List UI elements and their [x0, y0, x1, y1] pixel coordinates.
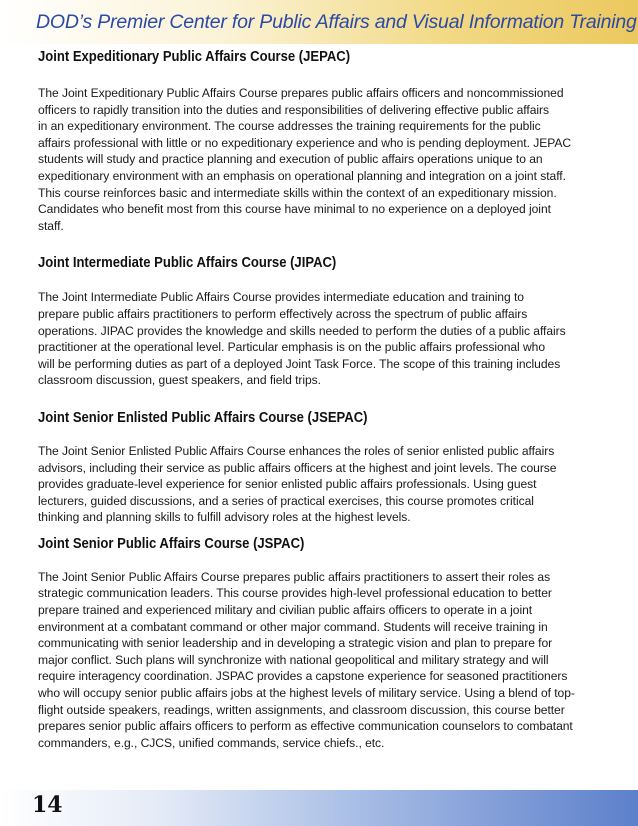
section-heading: Joint Expeditionary Public Affairs Course (JEPAC) — [38, 48, 351, 65]
section-heading: Joint Intermediate Public Affairs Course (JIPAC) — [38, 254, 337, 272]
section-heading: Joint Senior Enlisted Public Affairs Course (JSEPAC) — [38, 408, 368, 426]
document-content — [38, 47, 604, 751]
footer-banner — [0, 790, 638, 826]
section-body: The Joint Senior Public Affairs Course prepares public affairs practitioners to assert their roles as strategic communication leaders. This course provides high-level professional education to better prepare trained and experienced military and civilian public affairs officers to operate in a joint environment at a combatant command or other major command. Students will receive training in communicating with senior leadership and in developing a strategic vision and plan to prepare for major conflict. Such plans will synchronize with national geopolitical and military strategy and will require interagency coordination. JSPAC provides a capstone experience for seasoned practitioners who will occupy senior public affairs jobs at the highest levels of military service. Using a blend of top- flight outside speakers, readings, written assignments, and classroom discussion, this course better prepares senior public affairs officers to perform as effective communication counselors to combatant commanders, e.g., CJCS, unified commands, service chiefs., etc. — [38, 569, 575, 750]
page-header-title: DOD’s Premier Center for Public Affairs and Visual Information Training — [36, 11, 637, 33]
section-heading: Joint Senior Public Affairs Course (JSPAC) — [38, 534, 305, 552]
section-body: The Joint Intermediate Public Affairs Course provides intermediate education and training to prepare public affairs practitioners to perform effectively across the spectrum of public affairs operations. JIPAC provides the knowledge and skills needed to perform the duties of a public affairs practitioner at the operational level. Particular emphasis is on the public affairs professional who will be performing duties as part of a deployed Joint Task Force. The scope of this training includes classroom discussion, guest speakers, and field trips. — [38, 290, 566, 388]
course-section-jsepac — [38, 408, 604, 526]
header-banner — [0, 0, 638, 44]
course-section-jspac — [38, 534, 604, 752]
course-section-jepac — [38, 47, 604, 234]
section-body: The Joint Expeditionary Public Affairs Course prepares public affairs officers and noncommissioned officers to rapidly transition into the duties and responsibilities of delivering effective public affairs in an expeditionary environment. The course addresses the training requirements for the public affairs professional with little or no expeditionary experience and who is pending deployment. JEPAC students will study and practice planning and execution of public affairs operations unique to an expeditionary environment with an emphasis on operational planning and integration on a joint staff. This course reinforces basic and intermediate skills within the context of an expeditionary mission. Candidates who benefit most from this course have minimal to no experience on a deployed joint staff. — [38, 86, 572, 233]
page-number: 14 — [32, 792, 63, 818]
course-section-jipac — [38, 253, 604, 389]
section-body: The Joint Senior Enlisted Public Affairs Course enhances the roles of senior enlisted public affairs advisors, including their service as public affairs officers at the highest and joint levels. The course provides graduate-level experience for senior enlisted public affairs professionals. Using guest lecturers, guided discussions, and a series of practical exercises, this course promotes critical thinking and planning skills to fulfill advisory roles at the highest levels. — [38, 443, 557, 525]
